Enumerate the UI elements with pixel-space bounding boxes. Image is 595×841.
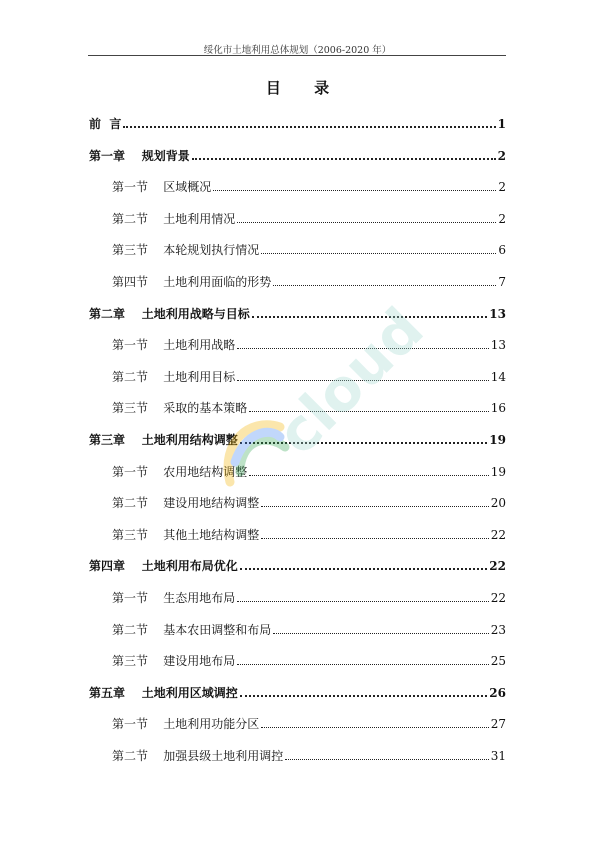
toc-section-entry[interactable]	[0, 461, 595, 479]
toc-entry-label: 前 言	[89, 117, 122, 131]
toc-entry-label: 第四节 土地利用面临的形势	[112, 275, 272, 289]
toc-page-number: 31	[490, 749, 506, 763]
toc-dot-leader	[273, 285, 496, 286]
toc-dot-leader	[252, 316, 488, 318]
toc-section-entry[interactable]	[0, 713, 595, 731]
toc-section-entry[interactable]	[0, 587, 595, 605]
toc-dot-leader	[261, 506, 488, 507]
toc-entry-label: 第一章 规划背景	[89, 148, 190, 163]
toc-section-entry[interactable]	[0, 397, 595, 415]
toc-entry-label: 第一节 土地利用功能分区	[112, 717, 260, 732]
toc-page-number: 23	[490, 622, 506, 637]
toc-dot-leader	[240, 695, 488, 697]
toc-entry-label: 第一节 生态用地布局	[112, 591, 236, 605]
toc-page-number: 13	[489, 306, 506, 321]
toc-chapter-entry[interactable]	[0, 145, 595, 163]
toc-dot-leader	[240, 568, 488, 570]
toc-page-number: 22	[490, 591, 506, 605]
toc-entry-label: 第四章 土地利用布局优化	[89, 559, 238, 574]
toc-page-number: 22	[490, 527, 506, 542]
toc-dot-leader	[213, 190, 496, 191]
toc-page-number: 25	[490, 654, 506, 669]
toc-chapter-entry[interactable]	[0, 303, 595, 321]
toc-page-number: 19	[490, 464, 506, 479]
toc-chapter-entry[interactable]	[0, 682, 595, 700]
toc-page-number: 13	[490, 338, 506, 353]
toc-entry-label: 第三节 采取的基本策略	[112, 401, 248, 416]
toc-section-entry[interactable]	[0, 745, 595, 763]
toc-section-entry[interactable]	[0, 239, 595, 257]
toc-dot-leader	[261, 538, 488, 539]
toc-entry-label: 第二节 基本农田调整和布局	[112, 622, 272, 637]
toc-dot-leader	[237, 664, 488, 665]
toc-entry-label: 第一节 区域概况	[112, 180, 212, 195]
toc-page-number: 2	[497, 148, 506, 163]
toc-page-number: 27	[490, 717, 506, 732]
toc-entry-label: 第三节 本轮规划执行情况	[112, 243, 260, 258]
toc-entry-label: 第二节 建设用地结构调整	[112, 496, 260, 511]
toc-dot-leader	[261, 253, 496, 254]
toc-entry-label: 第一节 农用地结构调整	[112, 464, 248, 479]
toc-entry-label: 第五章 土地利用区域调控	[89, 685, 238, 700]
toc-page-number: 20	[490, 496, 506, 511]
toc-entry-label: 第三节 其他土地结构调整	[112, 527, 260, 542]
toc-page-number: 7	[498, 275, 506, 289]
toc-dot-leader	[261, 727, 488, 728]
toc-entry-label: 第三节 建设用地布局	[112, 654, 236, 669]
toc-dot-leader	[192, 158, 496, 160]
toc-page-number: 6	[498, 243, 506, 258]
toc-page-number: 1	[497, 117, 506, 131]
toc-section-entry[interactable]	[0, 271, 595, 289]
toc-page-number: 16	[490, 401, 506, 416]
toc-page-number: 2	[498, 211, 506, 226]
toc-dot-leader	[237, 348, 488, 349]
toc-page-number: 19	[489, 433, 506, 447]
toc-entry-label: 第二节 加强县级土地利用调控	[112, 749, 284, 763]
toc-entry-label: 第三章 土地利用结构调整	[89, 433, 238, 447]
toc-dot-leader	[237, 601, 488, 602]
toc-section-entry[interactable]	[0, 366, 595, 384]
toc-entry-label: 第一节 土地利用战略	[112, 338, 236, 353]
toc-dot-leader	[237, 380, 488, 381]
toc-dot-leader	[240, 442, 488, 444]
toc-section-entry[interactable]	[0, 524, 595, 542]
toc-chapter-entry[interactable]	[0, 429, 595, 447]
toc-section-entry[interactable]	[0, 650, 595, 668]
toc-page-number: 2	[498, 180, 506, 195]
toc-entry-label: 第二节 土地利用情况	[112, 211, 236, 226]
toc-page-number: 26	[489, 685, 506, 700]
toc-section-entry[interactable]	[0, 619, 595, 637]
toc-dot-leader	[249, 475, 488, 476]
toc-dot-leader	[237, 222, 496, 223]
toc-section-entry[interactable]	[0, 176, 595, 194]
toc-chapter-entry[interactable]	[0, 555, 595, 573]
toc-chapter-entry[interactable]	[0, 113, 595, 131]
toc-section-entry[interactable]	[0, 492, 595, 510]
toc-dot-leader	[273, 633, 488, 634]
running-header: 绥化市土地利用总体规划（2006-2020 年）	[203, 45, 392, 56]
toc-dot-leader	[285, 759, 488, 760]
toc-section-entry[interactable]	[0, 334, 595, 352]
toc-dot-leader	[123, 126, 495, 128]
toc-page-number: 14	[490, 369, 506, 384]
toc-page-number: 22	[489, 559, 506, 574]
toc-entry-label: 第二章 土地利用战略与目标	[89, 306, 250, 321]
toc-entry-label: 第二节 土地利用目标	[112, 369, 236, 384]
page-title: 目 录	[265, 79, 344, 97]
toc-section-entry[interactable]	[0, 208, 595, 226]
toc-dot-leader	[249, 411, 488, 412]
watermark-text: cloud	[263, 294, 437, 468]
